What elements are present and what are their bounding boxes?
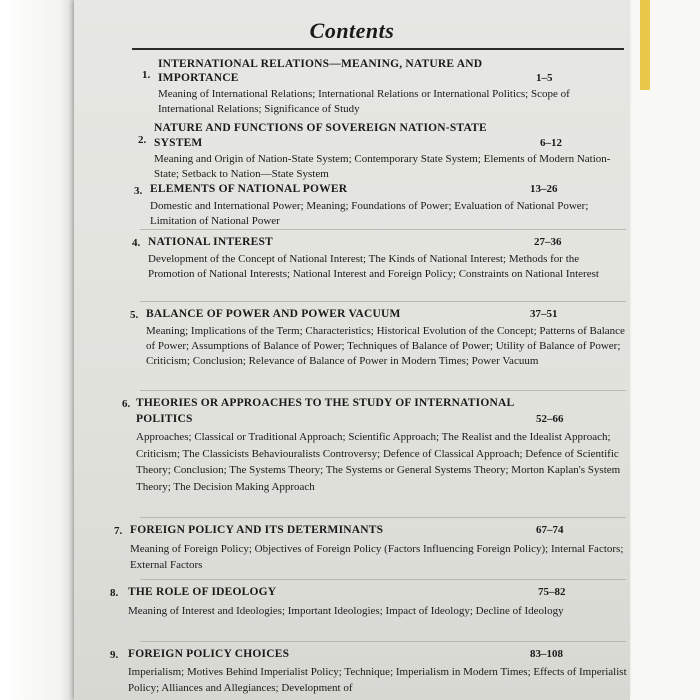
entry-separator — [140, 301, 626, 302]
entry-description: Development of the Concept of National Interest; The Kinds of National Interest; Methods for the Promotion of National Interests; National Interest and Foreign Policy; Constraints on National Interest — [148, 253, 599, 280]
entry-pages: 67–74 — [536, 524, 564, 536]
entry-separator — [140, 229, 626, 230]
entry-separator — [140, 641, 626, 642]
entry-heading-line-2: SYSTEM — [154, 137, 203, 149]
entry-heading: INTERNATIONAL RELATIONS—MEANING, NATURE AND — [158, 58, 483, 70]
entry-pages: 6–12 — [540, 137, 562, 149]
entry-pages: 27–36 — [534, 236, 562, 248]
entry-heading: BALANCE OF POWER AND POWER VACUUM — [146, 308, 401, 320]
entry-heading: FOREIGN POLICY CHOICES — [128, 648, 290, 660]
entry-heading: THEORIES OR APPROACHES TO THE STUDY OF INTERNATIONAL — [136, 397, 515, 409]
entry-pages: 13–26 — [530, 183, 558, 195]
page-title: Contents — [309, 18, 395, 43]
entry-number: 8. — [110, 587, 119, 599]
entry-pages: 83–108 — [530, 648, 563, 660]
entry-description: Domestic and International Power; Meaning; Foundations of Power; Evaluation of National Power; Limitation of National Power — [150, 200, 589, 227]
entry-number: 9. — [110, 649, 119, 661]
background-right — [628, 0, 700, 700]
entry-pages: 52–66 — [536, 413, 564, 425]
entry-description: Meaning and Origin of Nation-State System; Contemporary State System; Elements of Modern Nation-State; Setback to Nation—State System — [154, 153, 611, 180]
entry-separator — [140, 390, 626, 391]
entry-number: 3. — [134, 185, 143, 197]
entry-heading: ELEMENTS OF NATIONAL POWER — [150, 183, 348, 195]
entry-description: Meaning of International Relations; International Relations or International Politics; Scope of International Relations; Significance of Study — [158, 88, 570, 115]
entry-description: Imperialism; Motives Behind Imperialist Policy; Technique; Imperialism in Modern Times; Effects of Imperialist Policy; Alliances and Allegiances; Development of — [128, 666, 627, 694]
background-left — [0, 0, 74, 700]
entry-separator — [140, 579, 626, 580]
yellow-book-edge — [640, 0, 650, 90]
entry-heading-line-2: POLITICS — [136, 413, 193, 425]
entry-description: Meaning of Interest and Ideologies; Important Ideologies; Impact of Ideology; Decline of Ideology — [128, 605, 564, 617]
entry-number: 4. — [132, 237, 141, 249]
entry-description: Meaning; Implications of the Term; Characteristics; Historical Evolution of the Concept; Patterns of Balance of Power; Assumptions of Balance of Power; Techniques of Balance of Power; Utility of Balance of Power; Criticism; Conclusion; Relevance of Balance of Power in Modern Times; Power Vacuum — [146, 325, 625, 367]
entry-number: 7. — [114, 525, 123, 537]
entry-description: Meaning of Foreign Policy; Objectives of Foreign Policy (Factors Influencing Foreign Policy); Internal Factors; External Factors — [130, 543, 624, 571]
entry-pages: 75–82 — [538, 586, 566, 598]
entry-heading: THE ROLE OF IDEOLOGY — [128, 586, 277, 598]
entry-heading-line-2: IMPORTANCE — [158, 72, 239, 84]
title-rule — [132, 48, 624, 50]
entry-heading: NATIONAL INTEREST — [148, 236, 273, 248]
entry-pages: 37–51 — [530, 308, 558, 320]
entry-number: 1. — [142, 69, 151, 81]
entry-heading: NATURE AND FUNCTIONS OF SOVEREIGN NATION-STATE — [154, 122, 487, 134]
entry-separator — [140, 517, 626, 518]
contents-page — [74, 0, 630, 700]
entry-pages: 1–5 — [536, 72, 553, 84]
entry-number: 5. — [130, 309, 139, 321]
entry-description: Approaches; Classical or Traditional Approach; Scientific Approach; The Realist and the Idealist Approach; Criticism; The Classicists Behaviouralists Controversy; Defence of Classical Approach; Defence of Scientific Theory; Conclusion; The Systems Theory; The Systems or General Systems Theory; Morton Kaplan's System Theory; The Decision Making Approach — [136, 431, 621, 493]
entry-number: 6. — [122, 398, 131, 410]
entry-number: 2. — [138, 134, 147, 146]
entry-heading: FOREIGN POLICY AND ITS DETERMINANTS — [130, 524, 384, 536]
